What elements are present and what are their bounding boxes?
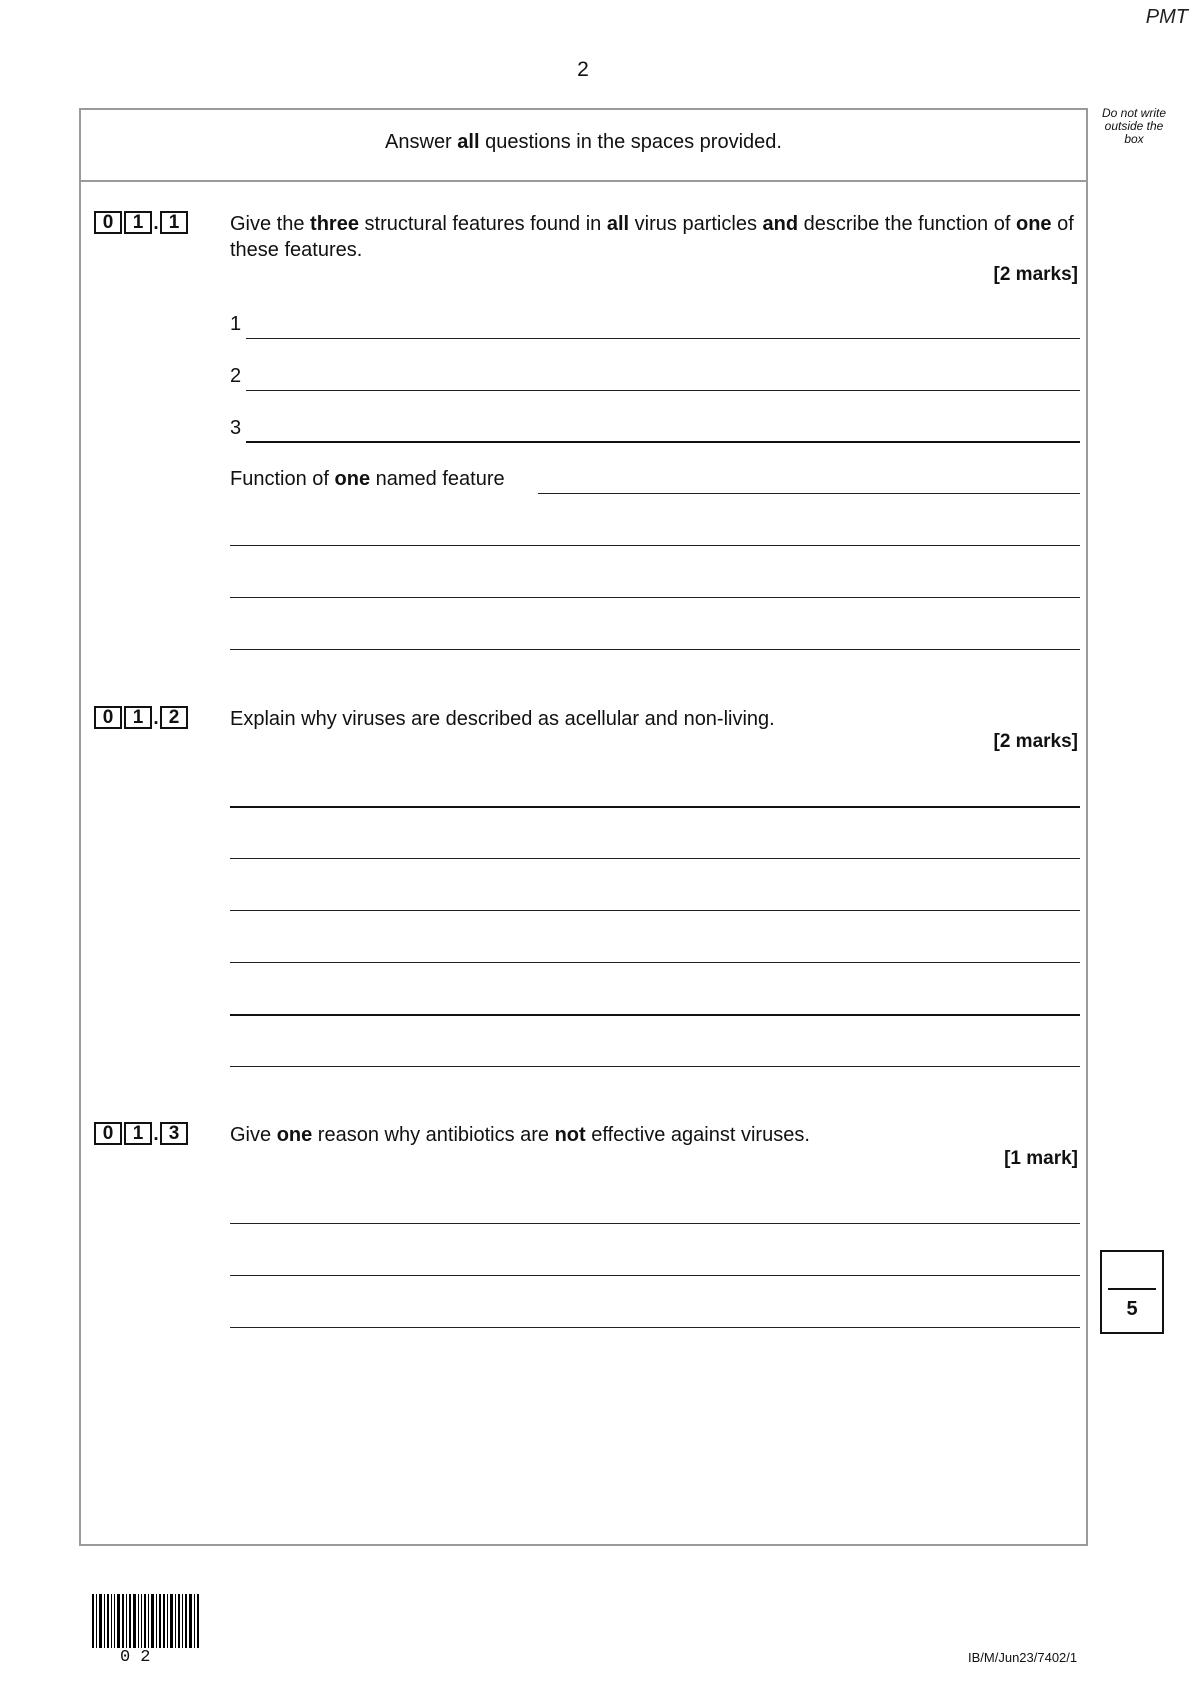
function-label-post: named feature (370, 468, 505, 490)
question-text-part: effective against viruses. (585, 1124, 810, 1146)
answer-line[interactable] (246, 441, 1080, 443)
marks-01-1: [2 marks] (993, 264, 1078, 285)
marks-01-2: [2 marks] (993, 731, 1078, 752)
answer-line[interactable] (230, 1014, 1080, 1016)
question-text-part: virus particles (629, 213, 763, 235)
score-total: 5 (1126, 1298, 1138, 1320)
barcode-bar (189, 1594, 192, 1648)
answer-line[interactable] (230, 1066, 1080, 1067)
barcode-bar (197, 1594, 199, 1648)
question-digit: 1 (124, 211, 152, 234)
answer-line[interactable] (230, 649, 1080, 650)
question-text-part: structural features found in (358, 213, 607, 235)
barcode-bar (129, 1594, 131, 1648)
question-number-01-1 (94, 211, 188, 234)
question-digit: 1 (124, 1122, 152, 1145)
barcode-icon (92, 1594, 201, 1648)
answer-line[interactable] (230, 1275, 1080, 1276)
answer-line[interactable] (230, 597, 1080, 598)
barcode-bar (92, 1594, 94, 1648)
answer-line-label-1: 1 (230, 313, 242, 335)
barcode-bar (167, 1594, 168, 1648)
question-dot: . (153, 213, 159, 234)
question-text-01-3 (230, 1122, 1078, 1148)
answer-line[interactable] (230, 545, 1080, 546)
barcode-bar (104, 1594, 105, 1648)
page-number: 2 (577, 58, 589, 81)
score-box (1100, 1250, 1164, 1334)
barcode-bar (148, 1594, 149, 1648)
function-label-bold: one (334, 468, 371, 490)
corner-tag: PMT (1145, 6, 1188, 28)
answer-line[interactable] (230, 858, 1080, 859)
question-text-01-2 (230, 706, 1078, 732)
margin-note: Do not write outside the box (1101, 106, 1167, 146)
header-text-bold: all (457, 131, 480, 153)
question-text-part: one (1015, 213, 1052, 235)
barcode-bar (156, 1594, 157, 1648)
answer-line[interactable] (230, 1223, 1080, 1224)
question-text-part: describe the function of (798, 213, 1016, 235)
question-dot: . (153, 708, 159, 729)
answer-line[interactable] (230, 806, 1080, 808)
function-label-pre: Function of (230, 468, 335, 490)
barcode-label: 02 (120, 1648, 161, 1667)
barcode-bar (107, 1594, 109, 1648)
question-digit: 0 (94, 1122, 122, 1145)
marks-01-3: [1 mark] (1004, 1148, 1078, 1169)
question-digit: 1 (124, 706, 152, 729)
question-text-part: reason why antibiotics are (312, 1124, 555, 1146)
header-text-pre: Answer (385, 131, 458, 153)
barcode-bar (117, 1594, 120, 1648)
barcode-bar (122, 1594, 124, 1648)
question-text-part: all (606, 213, 630, 235)
answer-line[interactable] (246, 390, 1080, 391)
instructions-header (79, 131, 1088, 154)
answer-line[interactable] (230, 1327, 1080, 1328)
barcode-bar (144, 1594, 146, 1648)
question-digit: 1 (160, 211, 188, 234)
question-number-01-2 (94, 706, 188, 729)
question-text-part: one (276, 1124, 313, 1146)
barcode-bar (99, 1594, 102, 1648)
barcode-bar (194, 1594, 195, 1648)
barcode-bar (138, 1594, 139, 1648)
answer-line-label-3: 3 (230, 417, 242, 439)
question-text-part: of these features. (230, 213, 1074, 261)
answer-line[interactable] (538, 493, 1080, 494)
barcode-bar (175, 1594, 176, 1648)
header-text-post: questions in the spaces provided. (479, 131, 782, 153)
question-text-part: not (554, 1124, 586, 1146)
question-text-part: and (762, 213, 799, 235)
answer-line[interactable] (230, 910, 1080, 911)
question-dot: . (153, 1124, 159, 1145)
barcode-bar (133, 1594, 136, 1648)
barcode-bar (185, 1594, 187, 1648)
barcode-bar (151, 1594, 154, 1648)
question-text-part: Explain why viruses are described as acellular and non-living. (230, 708, 775, 730)
paper-code: IB/M/Jun23/7402/1 (968, 1650, 1078, 1665)
question-text-part: Give the (230, 213, 311, 235)
question-digit: 2 (160, 706, 188, 729)
barcode-bar (141, 1594, 142, 1648)
barcode-bar (163, 1594, 165, 1648)
barcode-bar (114, 1594, 115, 1648)
answer-line[interactable] (230, 962, 1080, 963)
question-number-01-3 (94, 1122, 188, 1145)
barcode-bar (111, 1594, 112, 1648)
question-text-01-1 (230, 211, 1078, 263)
question-text-part: Give (230, 1124, 277, 1146)
barcode-bar (159, 1594, 161, 1648)
barcode-bar (170, 1594, 173, 1648)
barcode-bar (178, 1594, 180, 1648)
question-digit: 0 (94, 706, 122, 729)
barcode-bar (126, 1594, 127, 1648)
barcode-bar (96, 1594, 97, 1648)
barcode-bar (182, 1594, 183, 1648)
question-text-part: three (310, 213, 359, 235)
answer-line[interactable] (246, 338, 1080, 339)
score-divider (1108, 1288, 1156, 1290)
question-digit: 3 (160, 1122, 188, 1145)
question-digit: 0 (94, 211, 122, 234)
function-label (230, 468, 505, 491)
header-divider (79, 180, 1088, 182)
answer-line-label-2: 2 (230, 365, 242, 387)
